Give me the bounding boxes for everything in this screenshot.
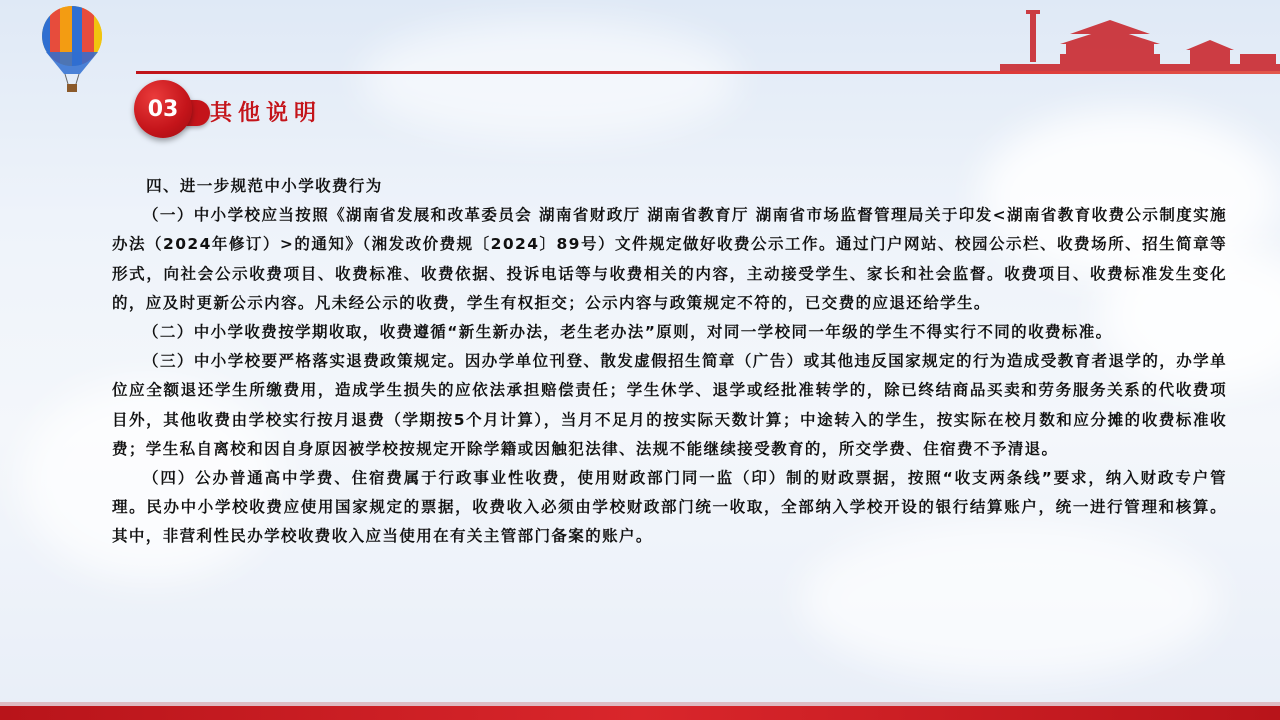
hot-air-balloon-icon xyxy=(38,6,106,96)
paragraph: （二）中小学收费按学期收取，收费遵循“新生新办法，老生老办法”原则，对同一学校同一年级的学生不得实行不同的收费标准。 xyxy=(143,323,1113,342)
paragraph-heading: 四、进一步规范中小学收费行为 xyxy=(146,177,383,195)
section-title: 其他说明 xyxy=(210,101,323,126)
paragraph: （四）公办普通高中学费、住宿费属于行政事业性收费，使用财政部门同一监（印）制的财政票据，按照“收支两条线”要求，纳入财政专户管理。民办中小学校收费应使用国家规定的票据，收费收入必须由学校财政部门统一收取，全部纳入学校开设的银行结算账户，统一进行管理和核算。其中，非营利性民办学校收费收入应当使用在有关主管部门备案的账户。 xyxy=(112,469,1227,546)
paragraph: （三）中小学校要严格落实退费政策规定。因办学单位刊登、散发虚假招生简章（广告）或其他违反国家规定的行为造成受教育者退学的，办学单位应全额退还学生所缴费用，造成学生损失的应依法承担赔偿责任；学生休学、退学或经批准转学的，除已终结商品买卖和劳务服务关系的代收费项目外，其他收费由学校实行按月退费（学期按5个月计算），当月不足月的按实际天数计算；中途转入的学生，按实际在校月数和应分摊的收费标准收费；学生私自离校和因自身原因被学校按规定开除学籍或因触犯法律、法规不能继续接受教育的，所交学费、住宿费不予清退。 xyxy=(112,352,1227,458)
tiananmen-skyline-icon xyxy=(1000,4,1280,74)
footer-band xyxy=(0,706,1280,720)
header-rule xyxy=(136,71,1280,74)
background-cloud xyxy=(360,20,740,140)
document-body xyxy=(112,172,1227,552)
section-number: 03 xyxy=(147,96,179,122)
paragraph: （一）中小学校应当按照《湖南省发展和改革委员会 湖南省财政厅 湖南省教育厅 湖南省市场监督管理局关于印发<湖南省教育收费公示制度实施办法（2024年修订）>的通知》（湘发改价费规〔2024〕89号）文件规定做好收费公示工作。通过门户网站、校园公示栏、收费场所、招生简章等形式，向社会公示收费项目、收费标准、收费依据、投诉电话等与收费相关的内容，主动接受学生、家长和社会监督。收费项目、收费标准发生变化的，应及时更新公示内容。凡未经公示的收费，学生有权拒交；公示内容与政策规定不符的，已交费的应退还给学生。 xyxy=(112,206,1227,312)
section-number-badge xyxy=(134,80,192,138)
